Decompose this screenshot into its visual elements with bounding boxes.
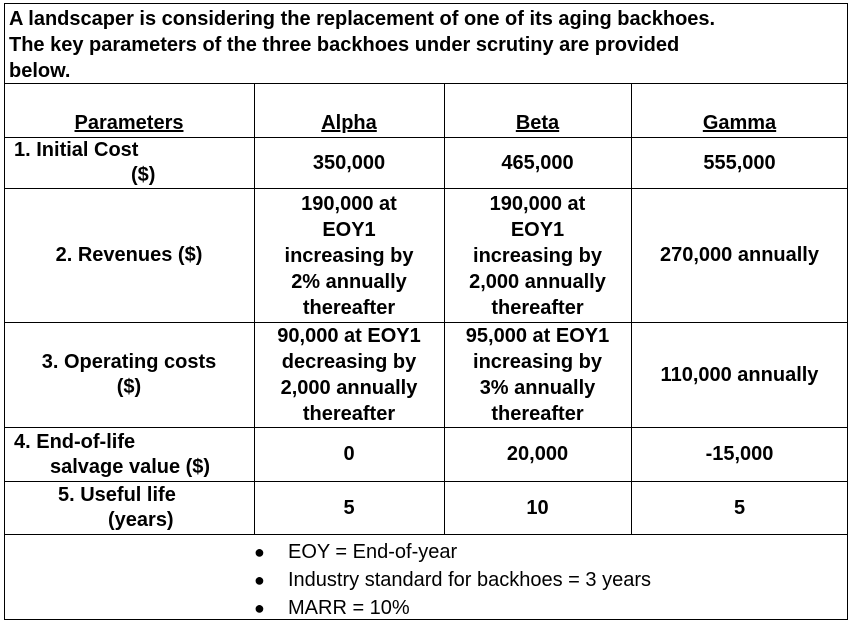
cell-line: increasing by bbox=[284, 244, 414, 267]
cell-line: 3% annually bbox=[479, 377, 596, 399]
param-label: 2. Revenues ($) bbox=[55, 244, 203, 266]
notes-list bbox=[254, 538, 651, 622]
cell-line: 2,000 annually bbox=[280, 377, 418, 399]
param-revenues bbox=[4, 189, 254, 322]
beta-initial-cost bbox=[444, 138, 631, 188]
table-top-rule bbox=[4, 83, 848, 84]
param-label: 3. Operating costs bbox=[41, 351, 217, 373]
param-unit: ($) bbox=[116, 376, 142, 398]
alpha-revenues bbox=[254, 189, 444, 322]
cell-line: EOY1 bbox=[510, 218, 565, 241]
cell-line: thereafter bbox=[302, 403, 396, 425]
intro-line: A landscaper is considering the replacement of one of its aging backhoes. bbox=[9, 8, 716, 30]
gamma-useful-life bbox=[631, 482, 848, 534]
cell-line: 2,000 annually bbox=[469, 270, 606, 293]
alpha-salvage-value bbox=[254, 428, 444, 481]
note-item bbox=[254, 566, 651, 594]
header-beta: Beta bbox=[515, 112, 560, 134]
bullet-icon: ● bbox=[254, 542, 265, 562]
cell-line: 90,000 at EOY1 bbox=[277, 325, 421, 347]
cell-line: increasing by bbox=[473, 351, 602, 373]
cell-line: increasing by bbox=[473, 244, 602, 267]
param-salvage-value bbox=[14, 428, 249, 481]
cell-text: 350,000 bbox=[312, 151, 386, 174]
cell-line: thereafter bbox=[491, 296, 584, 319]
cell-text: 110,000 annually bbox=[660, 363, 819, 386]
gamma-operating-costs bbox=[631, 323, 848, 427]
cell-text: 10 bbox=[526, 496, 549, 519]
note-text: EOY = End-of-year bbox=[288, 541, 458, 563]
gamma-revenues bbox=[631, 189, 848, 322]
bullet-icon: ● bbox=[254, 570, 265, 590]
beta-useful-life bbox=[444, 482, 631, 534]
cell-text: 270,000 annually bbox=[660, 244, 819, 266]
cell-line: thereafter bbox=[302, 296, 396, 319]
cell-line: EOY1 bbox=[322, 218, 376, 241]
cell-line: 2% annually bbox=[291, 270, 407, 293]
intro-line: The key parameters of the three backhoes under scrutiny are provided bbox=[9, 34, 680, 56]
beta-revenues bbox=[444, 189, 631, 322]
alpha-operating-costs bbox=[254, 323, 444, 427]
header-alpha: Alpha bbox=[321, 112, 377, 134]
cell-text: 5 bbox=[343, 496, 355, 519]
note-text: MARR = 10% bbox=[288, 597, 410, 619]
gamma-salvage-value bbox=[631, 428, 848, 481]
cell-text: 555,000 bbox=[703, 151, 776, 174]
param-label-continued: salvage value ($) bbox=[50, 455, 211, 478]
cell-line: thereafter bbox=[491, 403, 584, 425]
cell-text: 465,000 bbox=[501, 151, 574, 174]
cell-line: 190,000 at bbox=[489, 192, 586, 215]
alpha-initial-cost bbox=[254, 138, 444, 188]
param-label: 1. Initial Cost bbox=[14, 139, 139, 161]
gamma-initial-cost bbox=[631, 138, 848, 188]
header-gamma: Gamma bbox=[702, 112, 777, 134]
alpha-useful-life bbox=[254, 482, 444, 534]
param-unit: (years) bbox=[108, 509, 174, 531]
header-parameters: Parameters bbox=[74, 112, 184, 134]
cell-text: 0 bbox=[343, 443, 355, 465]
cell-text: 20,000 bbox=[506, 443, 569, 465]
cell-text: -15,000 bbox=[705, 443, 774, 465]
cell-text: 5 bbox=[733, 496, 746, 519]
param-unit: ($) bbox=[131, 164, 156, 186]
param-useful-life bbox=[50, 482, 250, 534]
beta-salvage-value bbox=[444, 428, 631, 481]
cell-line: 95,000 at EOY1 bbox=[465, 325, 610, 347]
note-item bbox=[254, 594, 651, 622]
beta-operating-costs bbox=[444, 323, 631, 427]
cell-line: decreasing by bbox=[281, 351, 417, 373]
intro-line: below. bbox=[9, 60, 71, 82]
cell-line: 190,000 at bbox=[301, 192, 397, 215]
param-label: 4. End-of-life bbox=[14, 430, 136, 453]
param-initial-cost bbox=[14, 138, 214, 188]
table-bottom-rule bbox=[4, 534, 848, 535]
param-label: 5. Useful life bbox=[58, 484, 176, 506]
intro-paragraph bbox=[9, 6, 829, 84]
note-text: Industry standard for backhoes = 3 years bbox=[288, 569, 651, 591]
note-item bbox=[254, 538, 651, 566]
param-operating-costs bbox=[4, 323, 254, 427]
bullet-icon: ● bbox=[254, 598, 265, 618]
